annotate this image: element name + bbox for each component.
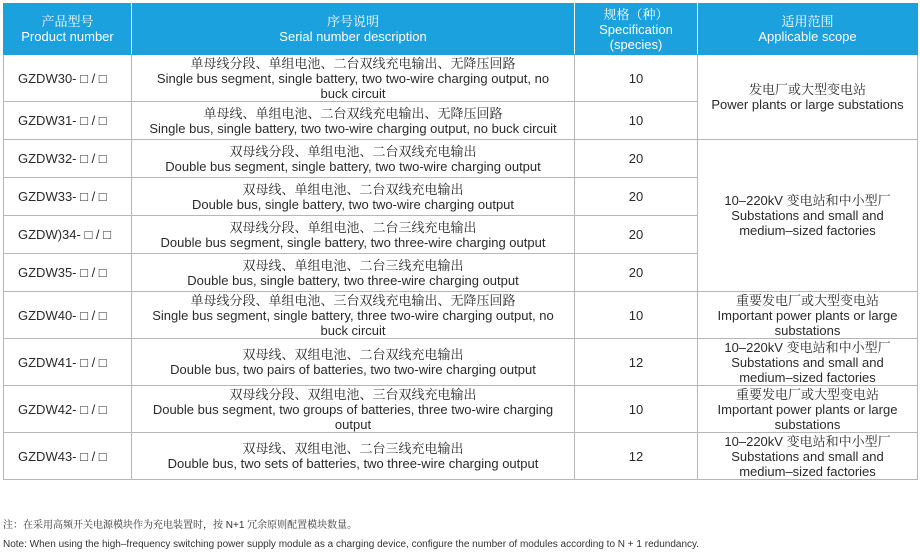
col-header-spec — [575, 4, 698, 55]
spec-count: 12 — [575, 339, 698, 386]
product-number: GZDW41- □ / □ — [4, 339, 132, 386]
col-header-serial — [132, 4, 575, 55]
scope-cell — [698, 140, 918, 292]
description-en: Single bus segment, single battery, two two-wire charging output, no — [156, 70, 550, 86]
description-en: Double bus segment, two groups of batteries, three two-wire charging — [152, 401, 554, 417]
spec-count: 10 — [575, 102, 698, 140]
description-cn: 双母线分段、双组电池、三台双线充电输出 — [229, 386, 477, 402]
product-number: GZDW31- □ / □ — [4, 102, 132, 140]
scope-en: Important power plants or large — [717, 307, 898, 323]
description-en: Double bus segment, single battery, two two-wire charging output — [165, 158, 541, 174]
scope-en-cont: medium–sized factories — [739, 463, 876, 479]
description-cn: 双母线、双组电池、二台三线充电输出 — [242, 441, 464, 456]
spec-table — [3, 3, 918, 480]
scope-cn: 10–220kV 变电站和中小型厂 — [724, 339, 891, 355]
col-header-scope-cn: 适用范围 — [781, 14, 834, 29]
serial-description — [132, 102, 575, 140]
description-en: Double bus segment, single battery, two three-wire charging output — [160, 234, 546, 250]
spec-count: 10 — [575, 386, 698, 433]
spec-count: 20 — [575, 140, 698, 178]
description-en: Double bus, single battery, two two-wire charging output — [191, 196, 515, 212]
scope-en-cont: substations — [774, 322, 841, 338]
scope-en: Substations and small and — [731, 354, 884, 370]
serial-description — [132, 386, 575, 433]
scope-cn: 重要发电厂或大型变电站 — [735, 292, 879, 308]
product-number: GZDW42- □ / □ — [4, 386, 132, 433]
table-row — [4, 140, 918, 178]
description-en: Double bus, two sets of batteries, two three-wire charging output — [167, 456, 539, 471]
col-header-product-en: Product number — [21, 29, 114, 44]
serial-description — [132, 292, 575, 339]
description-en-cont: buck circuit — [320, 85, 386, 101]
scope-en-cont: medium–sized factories — [739, 223, 876, 238]
description-cn: 单母线分段、单组电池、二台双线充电输出、无降压回路 — [190, 55, 516, 71]
scope-en: Important power plants or large — [717, 401, 898, 417]
description-cn: 双母线、双组电池、二台双线充电输出 — [242, 347, 464, 362]
serial-description — [132, 433, 575, 480]
serial-description — [132, 254, 575, 292]
spec-count: 20 — [575, 254, 698, 292]
col-header-product-cn: 产品型号 — [41, 14, 94, 29]
product-number: GZDW35- □ / □ — [4, 254, 132, 292]
table-row — [4, 292, 918, 339]
scope-cn: 重要发电厂或大型变电站 — [735, 386, 879, 402]
footnote-cn: 注：在采用高频开关电源模块作为充电装置时，按 N+1 冗余原则配置模块数量。 — [3, 520, 358, 531]
serial-description — [132, 140, 575, 178]
scope-cn: 发电厂或大型变电站 — [748, 82, 866, 97]
description-en: Double bus, single battery, two three-wire charging output — [187, 272, 519, 288]
product-number: GZDW)34- □ / □ — [4, 216, 132, 254]
scope-cell — [698, 339, 918, 386]
description-cn: 单母线分段、单组电池、三台双线充电输出、无降压回路 — [190, 292, 516, 308]
col-header-spec-en1: Specification — [599, 21, 673, 37]
serial-description — [132, 216, 575, 254]
col-header-scope — [698, 4, 918, 55]
col-header-serial-en: Serial number description — [279, 29, 427, 44]
description-cn: 双母线、单组电池、二台三线充电输出 — [242, 257, 464, 273]
product-number: GZDW43- □ / □ — [4, 433, 132, 480]
scope-cn: 10–220kV 变电站和中小型厂 — [724, 193, 891, 208]
product-number: GZDW40- □ / □ — [4, 292, 132, 339]
spec-count: 20 — [575, 216, 698, 254]
table-row — [4, 433, 918, 480]
col-header-scope-en: Applicable scope — [758, 29, 857, 44]
spec-count: 10 — [575, 292, 698, 339]
serial-description — [132, 178, 575, 216]
scope-en: Power plants or large substations — [711, 97, 904, 112]
table-row — [4, 386, 918, 433]
description-en-cont: output — [334, 416, 372, 432]
scope-cell — [698, 55, 918, 140]
product-number: GZDW33- □ / □ — [4, 178, 132, 216]
table-row — [4, 55, 918, 102]
product-number: GZDW30- □ / □ — [4, 55, 132, 102]
footnote-en: Note: When using the high–frequency switching power supply module as a charging device, configure the number of modules according to N + 1 redundancy. — [3, 539, 700, 550]
scope-cell — [698, 292, 918, 339]
scope-en: Substations and small and — [731, 448, 884, 464]
scope-cell — [698, 386, 918, 433]
description-cn: 双母线分段、单组电池、二台三线充电输出 — [229, 219, 477, 235]
scope-en: Substations and small and — [731, 208, 884, 223]
description-cn: 双母线、单组电池、二台双线充电输出 — [242, 181, 464, 197]
scope-en-cont: substations — [774, 416, 841, 432]
scope-cell — [698, 433, 918, 480]
scope-cn: 10–220kV 变电站和中小型厂 — [724, 433, 891, 449]
spec-count: 10 — [575, 55, 698, 102]
description-en: Single bus, single battery, two two-wire charging output, no buck circuit — [149, 120, 557, 136]
col-header-spec-cn: 规格（种） — [603, 6, 669, 22]
col-header-product — [4, 4, 132, 55]
spec-count: 20 — [575, 178, 698, 216]
col-header-serial-cn: 序号说明 — [326, 14, 379, 29]
product-number: GZDW32- □ / □ — [4, 140, 132, 178]
table-row — [4, 339, 918, 386]
description-en: Single bus segment, single battery, three two-wire charging output, no — [152, 307, 554, 323]
description-cn: 单母线、单组电池、二台双线充电输出、无降压回路 — [203, 105, 503, 121]
table-header — [4, 4, 918, 55]
col-header-spec-en2: (species) — [609, 36, 663, 52]
serial-description — [132, 339, 575, 386]
serial-description — [132, 55, 575, 102]
spec-count: 12 — [575, 433, 698, 480]
description-cn: 双母线分段、单组电池、二台双线充电输出 — [229, 143, 477, 159]
description-en-cont: buck circuit — [320, 322, 386, 338]
scope-en-cont: medium–sized factories — [739, 369, 876, 385]
description-en: Double bus, two pairs of batteries, two two-wire charging output — [170, 362, 536, 377]
